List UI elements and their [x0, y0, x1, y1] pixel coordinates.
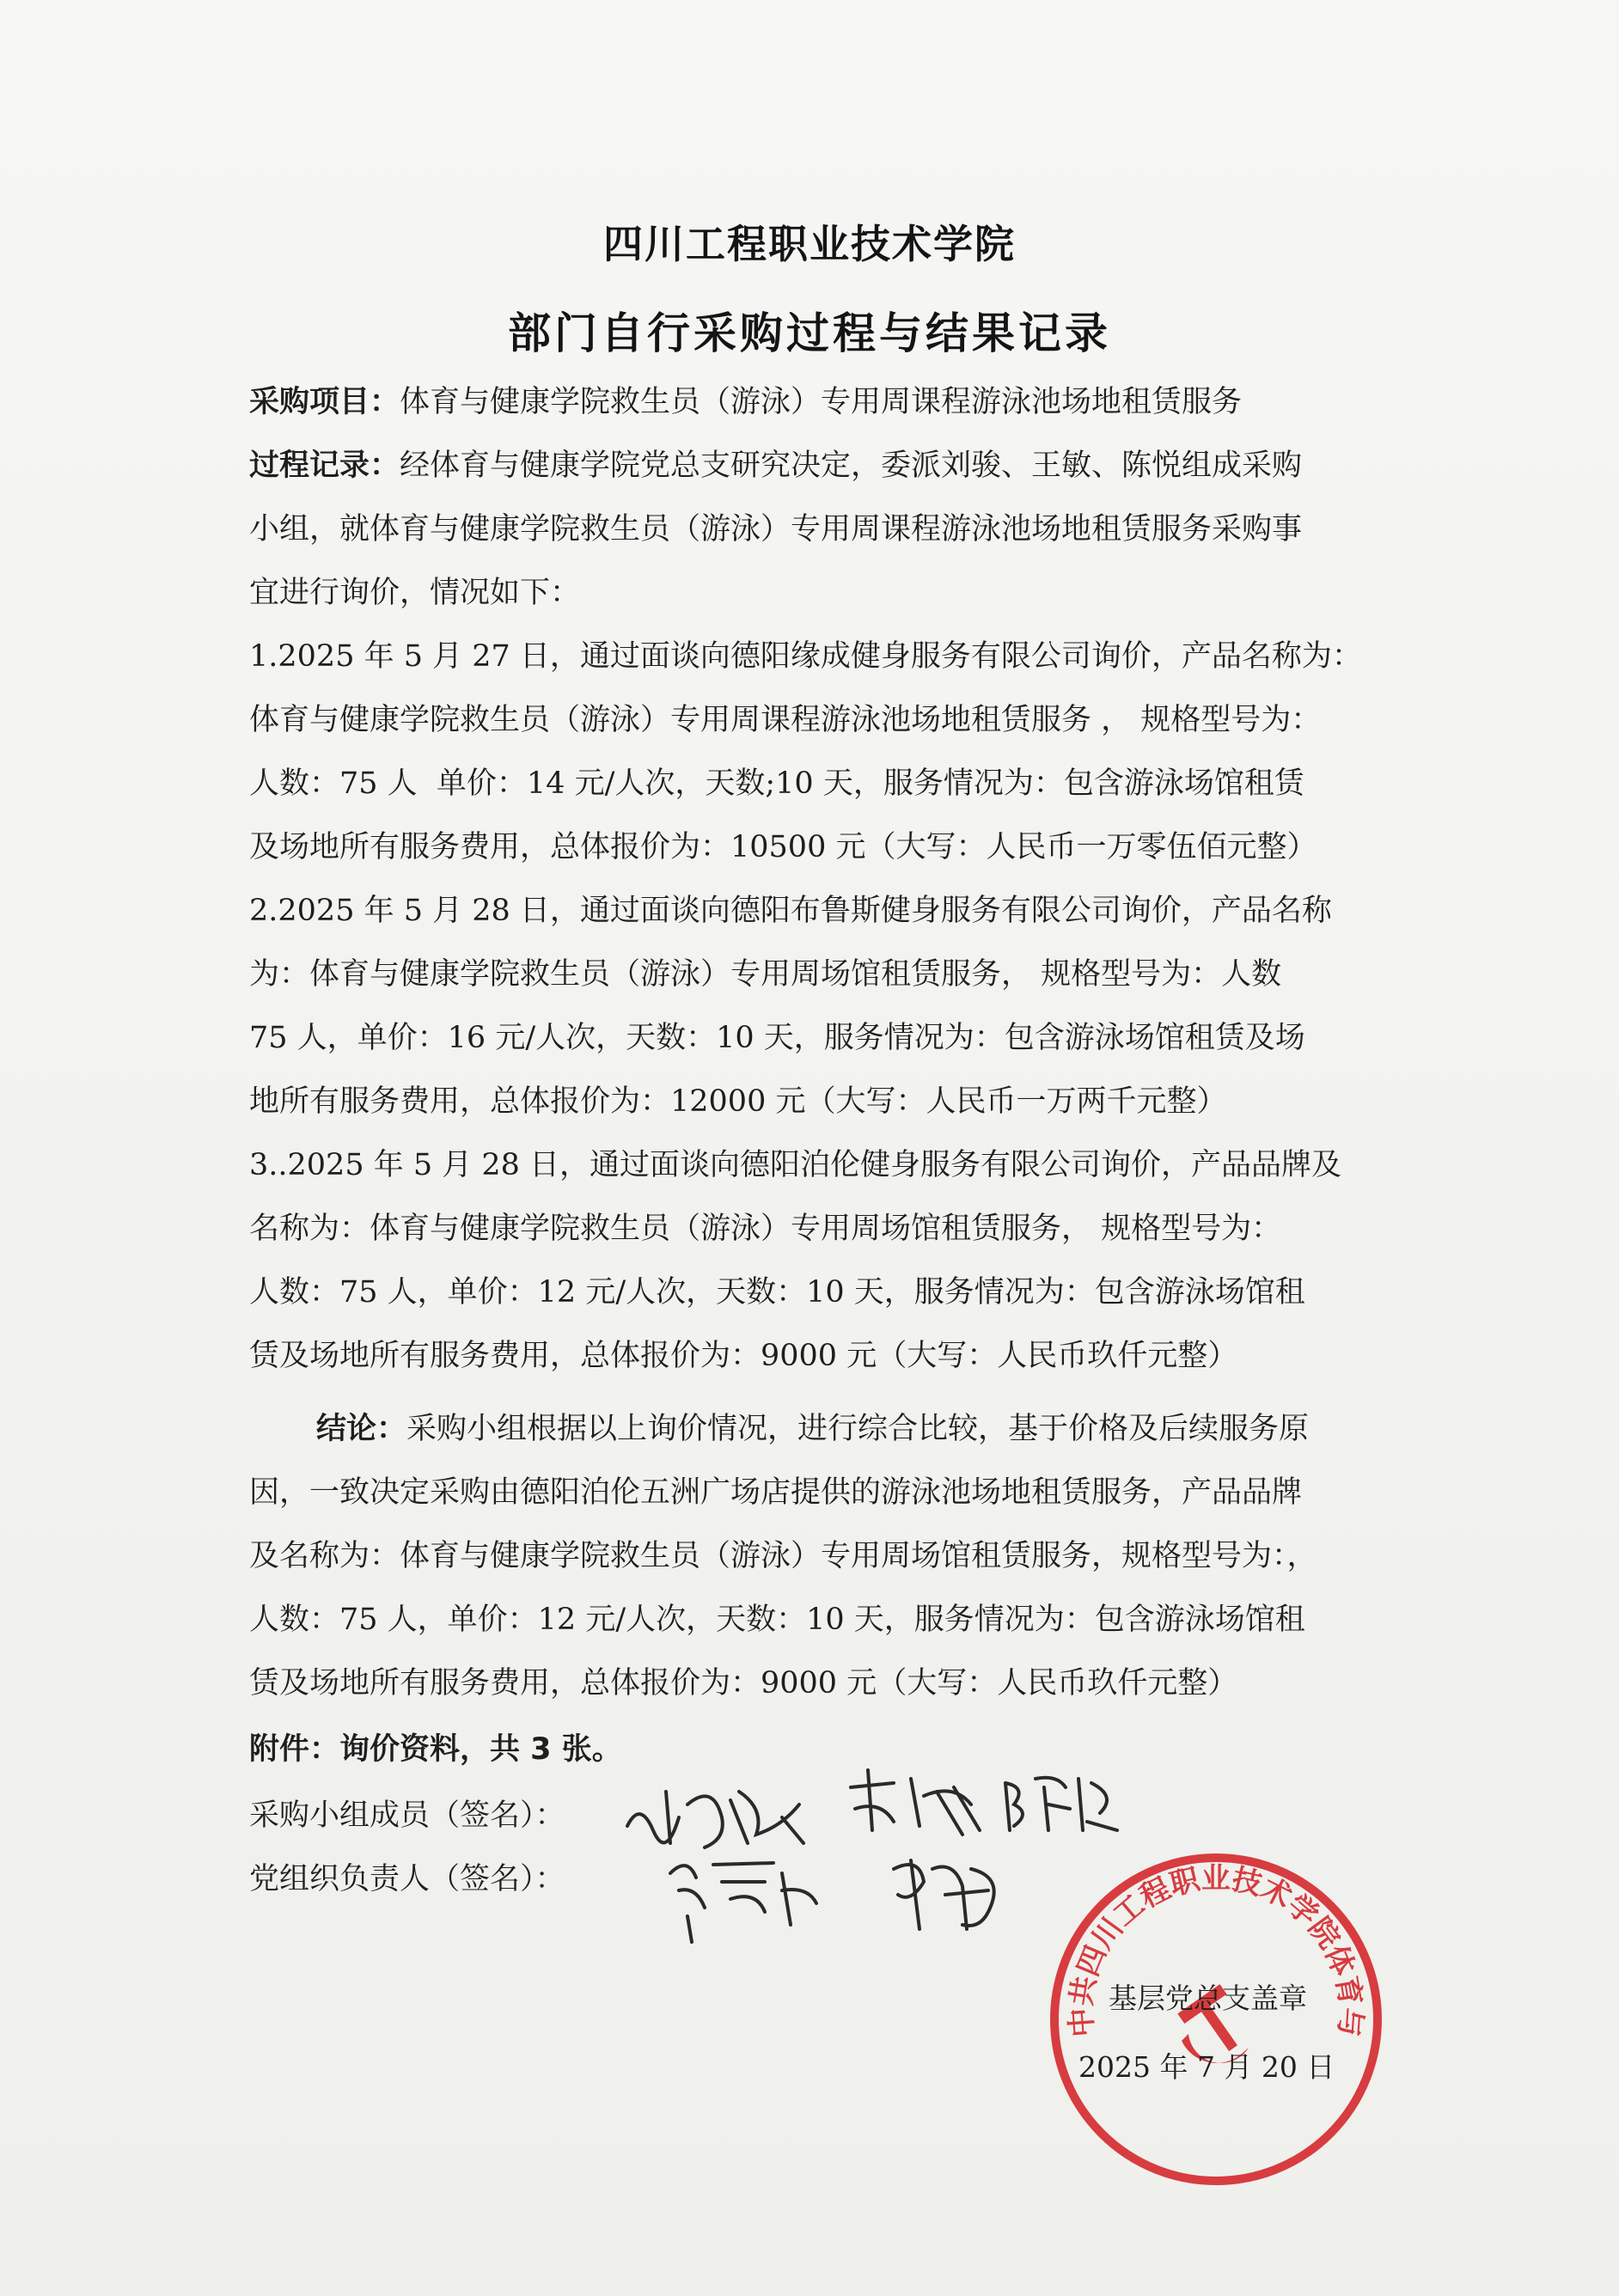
quote3-line: 人数：75 人，单价：12 元/人次，天数：10 天，服务情况为：包含游泳场馆租 — [249, 1275, 1305, 1310]
document-title: 部门自行采购过程与结果记录 — [508, 308, 1111, 358]
process-line-2: 小组，就体育与健康学院救生员（游泳）专用周课程游泳池场地租赁服务采购事 — [249, 512, 1303, 547]
conclusion-text: 采购小组根据以上询价情况，进行综合比较，基于价格及后续服务原 — [406, 1412, 1310, 1446]
branch-seal-label: 基层党总支盖章 — [1109, 1982, 1307, 2015]
quote2-line: 为：体育与健康学院救生员（游泳）专用周场馆租赁服务， 规格型号为：人数 — [249, 957, 1282, 992]
institution-title: 四川工程职业技术学院 — [603, 221, 1016, 267]
members-signature-label: 采购小组成员（签名）： — [249, 1798, 565, 1833]
project-line — [249, 381, 1242, 424]
leader-signature-label: 党组织负责人（签名）： — [249, 1862, 565, 1896]
conclusion-line: 因，一致决定采购由德阳泊伦五洲广场店提供的游泳池场地租赁服务，产品品牌 — [249, 1475, 1303, 1510]
party-seal-stamp — [1044, 1847, 1388, 2191]
conclusion-line: 赁及场地所有服务费用，总体报价为：9000 元（大写：人民币玖仟元整） — [249, 1666, 1238, 1701]
member-signature-2 — [842, 1762, 988, 1842]
quote2-line: 75 人，单价：16 元/人次，天数：10 天，服务情况为：包含游泳场馆租赁及场 — [249, 1021, 1305, 1055]
quote1-line: 及场地所有服务费用，总体报价为：10500 元（大写：人民币一万零伍佰元整） — [249, 830, 1317, 864]
quote1-line: 体育与健康学院救生员（游泳）专用周课程游泳池场地租赁服务 ， 规格型号为： — [249, 703, 1322, 737]
quote1-line: 人数：75 人 单价：14 元/人次，天数;10 天，服务情况为：包含游泳场馆租赁 — [249, 766, 1304, 801]
leader-signature-1 — [662, 1839, 825, 1954]
quote2-line: 地所有服务费用，总体报价为：12000 元（大写：人民币一万两千元整） — [249, 1084, 1227, 1119]
process-line-3: 宜进行询价，情况如下： — [249, 576, 581, 610]
project-label: 采购项目： — [249, 385, 400, 419]
quote2-line: 2.2025 年 5 月 28 日，通过面谈向德阳布鲁斯健身服务有限公司询价，产品名称 — [249, 894, 1332, 928]
conclusion-line-1 — [316, 1408, 1309, 1450]
seal-ring-text: 中共四川工程职业技术学院体育与 — [1064, 1861, 1368, 2039]
conclusion-line: 人数：75 人，单价：12 元/人次，天数：10 天，服务情况为：包含游泳场馆租 — [249, 1603, 1305, 1637]
process-label: 过程记录： — [249, 449, 400, 483]
project-value: 体育与健康学院救生员（游泳）专用周课程游泳池场地租赁服务 — [400, 385, 1243, 419]
signing-date: 2025 年 7 月 20 日 — [1078, 2050, 1335, 2084]
leader-signature-2 — [885, 1843, 1014, 1950]
conclusion-line: 及名称为：体育与健康学院救生员（游泳）专用周场馆租赁服务，规格型号为：， — [249, 1539, 1317, 1573]
process-text: 经体育与健康学院党总支研究决定，委派刘骏、王敏、陈悦组成采购 — [400, 449, 1303, 483]
quote3-line: 名称为：体育与健康学院救生员（游泳）专用周场馆租赁服务， 规格型号为： — [249, 1212, 1282, 1246]
member-signature-3 — [997, 1762, 1126, 1842]
conclusion-label: 结论： — [316, 1412, 407, 1446]
attachment-note: 附件：询价资料，共 3 张。 — [249, 1732, 622, 1767]
quote3-line: 3..2025 年 5 月 28 日，通过面谈向德阳泊伦健身服务有限公司询价，产品品牌及 — [249, 1148, 1342, 1182]
quote3-line: 赁及场地所有服务费用，总体报价为：9000 元（大写：人民币玖仟元整） — [249, 1339, 1238, 1373]
quote1-line: 1.2025 年 5 月 27 日，通过面谈向德阳缘成健身服务有限公司询价，产品名称为： — [249, 639, 1362, 674]
process-line-1 — [249, 444, 1302, 487]
